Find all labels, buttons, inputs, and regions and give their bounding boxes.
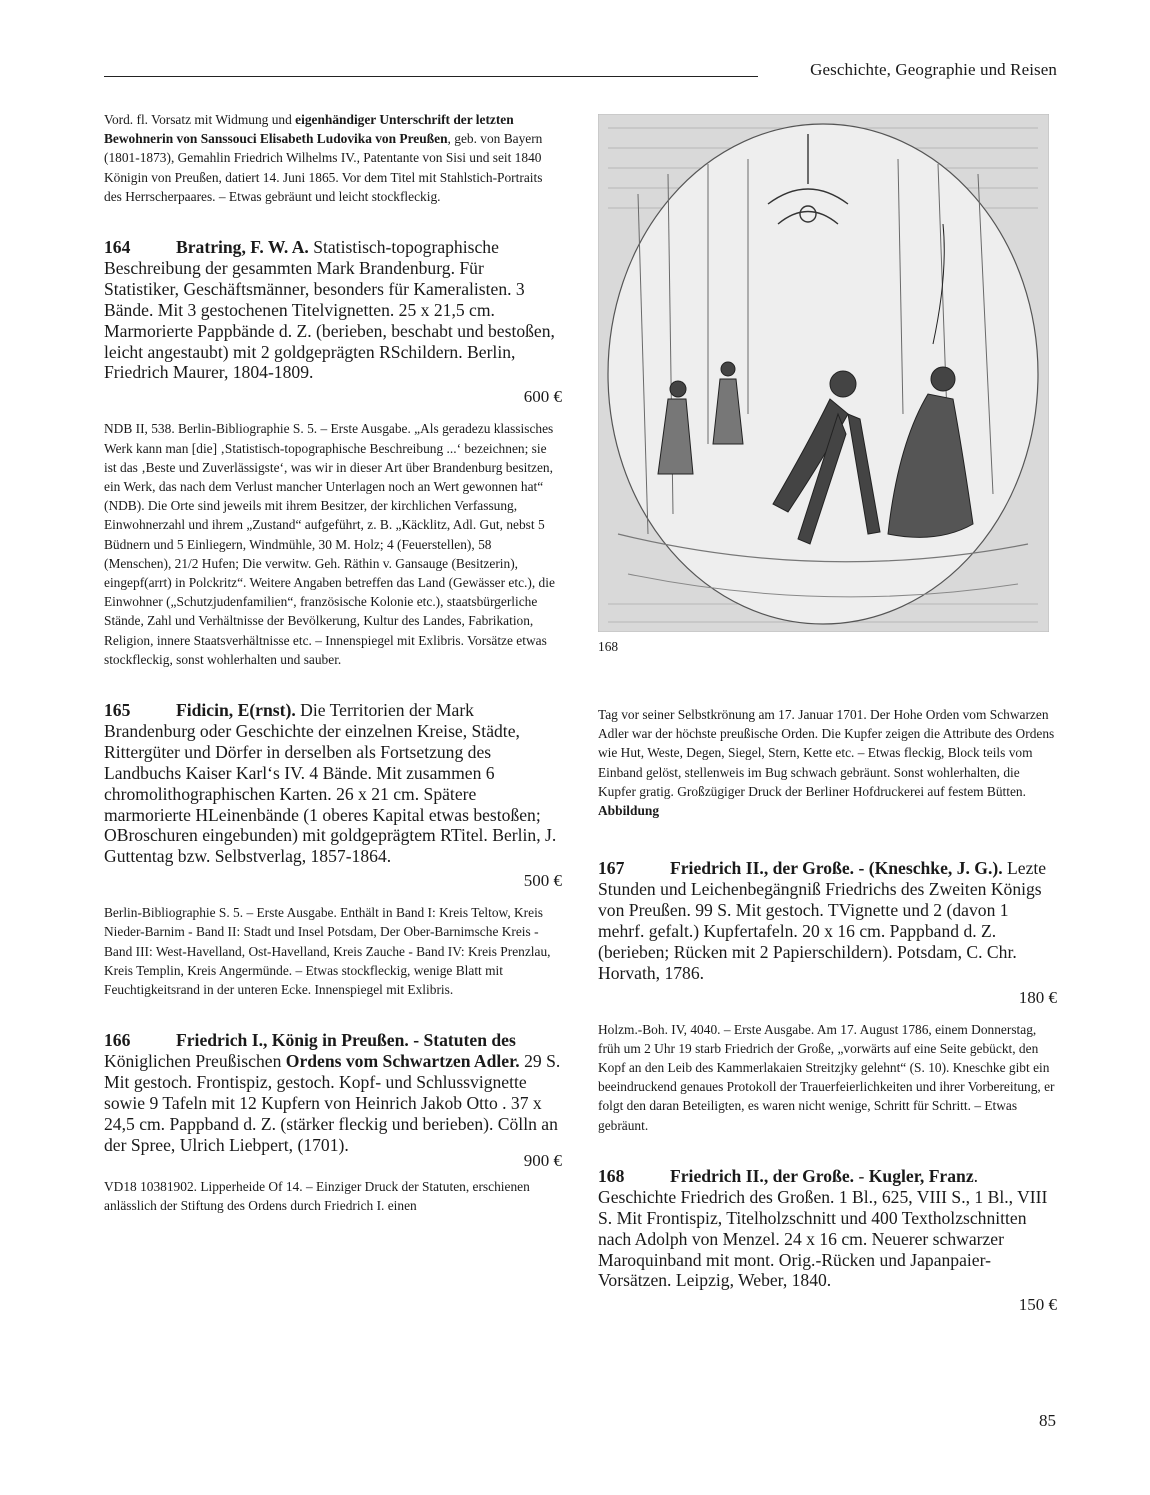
header-rule	[104, 76, 758, 77]
lot-166-description	[104, 1030, 562, 1155]
lot-price: 900 €	[523, 1150, 562, 1170]
lot-167-description	[598, 858, 1057, 983]
figure-caption: 168	[598, 639, 619, 654]
lot-separator: -	[854, 1165, 869, 1186]
lot-author: Friedrich I., König in Preußen. - Statuten des	[176, 1030, 516, 1051]
section-title: Geschichte, Geographie und Reisen	[810, 60, 1057, 79]
lot-author: Fidicin, E(rnst).	[176, 700, 296, 720]
page-number: 85	[1039, 1411, 1056, 1430]
lot-price: 150 €	[1018, 1295, 1057, 1315]
lot-164-description	[104, 237, 562, 383]
lot-author: Friedrich II., der Große. - (Kneschke, J. G.).	[670, 858, 1003, 879]
illustration-note: Abbildung	[598, 803, 660, 819]
lot-price: 600 €	[523, 387, 562, 407]
right-column	[598, 114, 1057, 1315]
intro-notes	[104, 110, 562, 206]
lot-text: Statistisch-topographische Beschreibung der gesammten Mark Brandenburg. Für Statistiker, Geschäftsmänner, besonders für Kameralisten. 3 Bände. Mit 3 gestochenen Titelvignetten. 25 x 21,5 cm. Marmorierte Pappbände d. Z. (berieben, beschabt und bestoßen, leicht angestaubt) mit 2 goldgeprägten RSchildern. Berlin, Friedrich Maurer, 1804-1809.	[104, 237, 555, 383]
lot-168-description	[598, 1166, 1057, 1291]
lot-text: . Geschichte Friedrich des Großen. 1 Bl., 625, VIII S., 1 Bl., VIII S. Mit Frontispiz, Titelholzschnitt und 400 Textholzschnitten nach Adolph von Menzel. 24 x 16 cm. Neuerer schwarzer Maroquinband mit mont. Orig.-Rücken und Japanpaier-Vorsätzen. Leipzig, Weber, 1840.	[598, 1165, 1048, 1291]
lot-166-notes-continued: Tag vor seiner Selbstkrönung am 17. Januar 1701. Der Hohe Orden vom Schwarzen Adler war der höchste preußische Orden. Die Kupfer zeigen die Attribute des Ordens wie Hut, Weste, Degen, Siegel, Stern, Kette etc. – Etwas fleckig, Block teils vom Einband gelöst, stellenweis im Bug schwach gebräunt. Sonst wohlerhalten, die Kupfer gratig. Großzügiger Druck der Berliner Hofdruckerei auf festem Bütten.	[598, 707, 1055, 799]
intro-text-1: Vord. fl. Vorsatz mit Widmung und	[104, 112, 296, 127]
lot-text: Die Territorien der Mark Brandenburg oder Geschichte der einzelnen Kreise, Städte, Rittergüter und Dörfer in derselben als Fortsetzung des Landbuchs Kaiser Karl‘s IV. 4 Bände. Mit zusammen 6 chromolithographischen Karten. 26 x 21 cm. Spätere marmorierte HLeinenbände (1 oberes Kapital etwas bestoßen; OBroschuren eingebunden) mit goldgeprägtem RTitel. Berlin, J. Guttentag bzw. Selbstverlag, 1857-1864.	[104, 700, 557, 867]
left-column	[104, 110, 562, 1215]
lot-number: 164	[104, 237, 131, 258]
lot-notes: VD18 10381902. Lipperheide Of 14. – Einziger Druck der Statuten, erschienen anlässlich der Stiftung des Ordens durch Friedrich I. einen	[104, 1178, 530, 1213]
engraving-illustration	[598, 114, 1049, 632]
lot-number: 168	[598, 1165, 625, 1186]
dancing-couple-engraving	[598, 114, 1049, 632]
intro-text-2: , geb. von Bayern (1801-1873), Gemahlin Friedrich Wilhelms IV., Patentante von Sisi und seit 1840 Königin von Preußen, datiert 14. Juni 1865. Vor dem Titel mit Stahlstich-Portraits des Herrscherpaares. – Etwas gebräunt und leicht stockfleckig.	[104, 131, 543, 204]
lot-notes: NDB II, 538. Berlin-Bibliographie S. 5. – Erste Ausgabe. „Als geradezu klassisches Werk kann man [die] ‚Statistisch-topographische Beschreibung ...‘ bezeichnen; sie ist das ‚Beste und Zuverlässigste‘, was wir in dieser Art über Brandenburg besitzen, ein Werk, das nach dem Verlust mancher Unterlagen noch an Wert gewonnen hat“ (NDB). Die Orte sind jeweils mit ihrem Besitzer, der kirchlichen Verfassung, Einwohnerzahl und ihrem „Zustand“ aufgeführt, z. B. „Käcklitz, Adl. Gut, nebst 5 Büdnern und 5 Einliegern, Windmühle, 30 M. Holz; 4 (Feuerstellen), 58 (Menschen), 21/2 Hufen; Die verwitw. Geh. Räthin v. Gansauge (Besitzerin), eingepf(arrt) in Polckritz“. Weitere Angaben betreffen das Land (Gewässer etc.), die Einwohner („Schutzjudenfamilien“, französische Kolonie etc.), staatsbürgerliche Stände, Zahl und Verhältnisse der Bevölkerung, Kultur des Landes, Fabrikation, Religion, innere Staatsverhältnisse etc. – Innenspiegel mit Exlibris. Vorsätze etwas stockfleckig, sonst wohlerhalten und sauber.	[104, 421, 555, 667]
lot-number: 167	[598, 858, 625, 879]
lot-author-2: Kugler, Franz	[868, 1165, 974, 1186]
lot-author: Friedrich II., der Große.	[670, 1165, 855, 1186]
lot-price: 180 €	[1018, 987, 1057, 1007]
lot-text-2: 29 S. Mit gestoch. Frontispiz, gestoch. Kopf- und Schlussvignette sowie 9 Tafeln mit 12 Kupfern von Heinrich Jakob Otto . 37 x 24,5 cm. Pappband d. Z. (stärker fleckig und berieben). Cölln an der Spree, Ulrich Liebpert, (1701).	[104, 1051, 561, 1155]
lot-notes: Berlin-Bibliographie S. 5. – Erste Ausgabe. Enthält in Band I: Kreis Teltow, Kreis Nieder-Barnim - Band II: Stadt und Insel Potsdam, Der Ober-Barnimsche Kreis - Band III: West-Havelland, Ost-Havelland, Kreis Zauche - Band IV: Kreis Prenzlau, Kreis Templin, Kreis Angermünde. – Etwas stockfleckig, wenige Blatt mit Feuchtigkeitsrand in der unteren Ecke. Innenspiegel mit Exlibris.	[104, 905, 551, 998]
lot-price: 500 €	[523, 871, 562, 891]
lot-168	[598, 1166, 1057, 1315]
intro-bold: eigenhändiger Unterschrift der letzten Bewohnerin von Sanssouci Elisabeth Ludovika von Preußen	[104, 112, 514, 147]
lot-author: Bratring, F. W. A.	[176, 237, 309, 258]
lot-167	[598, 858, 1057, 1135]
lot-165	[104, 700, 562, 999]
lot-164	[104, 237, 562, 669]
lot-text: Königlichen Preußischen	[104, 1051, 286, 1072]
lot-number: 166	[104, 1030, 131, 1051]
lot-165-description	[104, 700, 562, 867]
lot-number: 165	[104, 700, 131, 720]
lot-166	[104, 1030, 562, 1215]
lot-text: Lezte Stunden und Leichenbegängniß Friedrichs des Zweiten Königs von Preußen. 99 S. Mit gestoch. TVignette und 2 (davon 1 mehrf. gefalt.) Kupfertafeln. 20 x 16 cm. Pappband d. Z. (berieben; Rücken mit 2 Papierschildern). Potsdam, C. Chr. Horvath, 1786.	[598, 858, 1047, 983]
lot-notes: Holzm.-Boh. IV, 4040. – Erste Ausgabe. Am 17. August 1786, einem Donnerstag, früh um 2 Uhr 19 starb Friedrich der Große, „vorwärts auf eine Seite gebückt, den Kopf an den Leib des Kammerlakaien Streitzjky gelehnt“ (S. 10). Kneschke gibt ein beeindruckend genaues Protokoll der Trauerfeierlichkeiten und ihrer Vorbereitung, er folgt den daran Beteiligten, es waren nicht wenige, Schritt für Schritt. – Etwas gebräunt.	[598, 1021, 1055, 1133]
lot-bold-title: Ordens vom Schwartzen Adler.	[285, 1051, 520, 1072]
